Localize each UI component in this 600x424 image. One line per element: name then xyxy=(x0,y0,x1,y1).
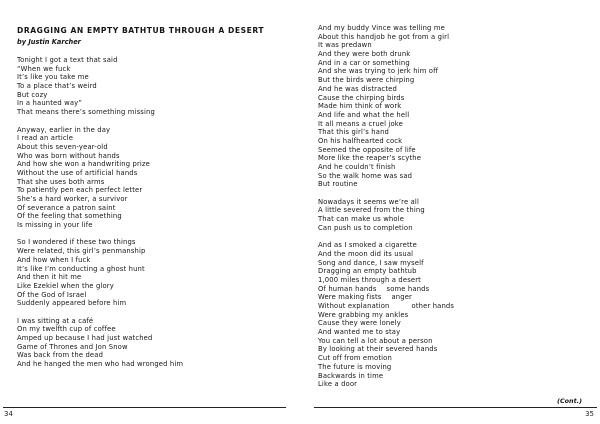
poem-line: So I wondered if these two things xyxy=(17,238,136,247)
poem-line: Like Ezekiel when the glory xyxy=(17,281,114,290)
stanza xyxy=(17,56,183,117)
poem-line: A little severed from the thing xyxy=(318,206,425,215)
poem-line: Seemed the opposite of life xyxy=(318,145,416,154)
stanza xyxy=(17,126,183,230)
poem-line: And then it hit me xyxy=(17,273,82,282)
poem-line: Song and dance, I saw myself xyxy=(318,258,424,267)
poem-line: On my twelfth cup of coffee xyxy=(17,325,116,334)
poem-line: It was predawn xyxy=(318,41,372,50)
poem-split-line xyxy=(318,285,454,294)
page-number-left: 34 xyxy=(4,410,13,418)
poem-line: And he hanged the men who had wronged him xyxy=(17,360,184,369)
poem-line: Were grabbing my ankles xyxy=(318,310,409,319)
poem-line: To patiently pen each perfect letter xyxy=(17,186,143,195)
footer-rule-right xyxy=(314,407,597,408)
poem-line: It all means a cruel joke xyxy=(318,119,403,128)
poem-line: Made him think of work xyxy=(318,102,402,111)
left-poem-body xyxy=(17,56,183,377)
poem-line: And how when I fuck xyxy=(17,255,91,264)
poem-line: And life and what the hell xyxy=(318,110,410,119)
stanza xyxy=(17,317,183,369)
poem-line: Who was born without hands xyxy=(17,151,120,160)
poem-line: Anyway, earlier in the day xyxy=(17,125,111,134)
poem-line: And the moon did its usual xyxy=(318,249,414,258)
poem-line: It’s like I’m conducting a ghost hunt xyxy=(17,264,145,273)
poem-line: And he was distracted xyxy=(318,84,397,93)
poem-line: And my buddy Vince was telling me xyxy=(318,24,445,32)
poem-line: Without the use of artificial hands xyxy=(17,168,138,177)
line-fragment: some hands xyxy=(386,284,430,293)
poem-line: But routine xyxy=(318,180,358,189)
poem-author: by Justin Karcher xyxy=(17,38,81,46)
poem-line: That this girl’s hand xyxy=(318,128,390,137)
poem-line: But cozy xyxy=(17,90,48,99)
poem-title: DRAGGING AN EMPTY BATHTUB THROUGH A DESERT xyxy=(17,26,265,35)
line-fragment: Were making fists xyxy=(318,293,382,302)
poem-line: Of the God of Israel xyxy=(17,290,87,299)
poem-split-line xyxy=(318,293,454,302)
poem-line: And as I smoked a cigarette xyxy=(318,241,417,250)
poem-line: That means there’s something missing xyxy=(17,108,155,117)
poem-line: On his halfhearted cock xyxy=(318,136,403,145)
poem-line: Of severance a patron saint xyxy=(17,203,116,212)
stanza xyxy=(318,241,454,389)
poem-line: You can tell a lot about a person xyxy=(318,336,433,345)
poem-line: Dragging an empty bathtub xyxy=(318,267,417,276)
stanza xyxy=(318,198,454,233)
poem-line: And how she won a handwriting prize xyxy=(17,160,150,169)
poem-line: So the walk home was sad xyxy=(318,171,413,180)
poem-line: Nowadays it seems we’re all xyxy=(318,197,419,206)
poem-line: Is missing in your life xyxy=(17,221,93,230)
line-fragment: anger xyxy=(391,293,412,302)
poem-line: Amped up because I had just watched xyxy=(17,334,153,342)
right-page xyxy=(300,0,600,424)
continued-label: (Cont.) xyxy=(557,397,582,405)
line-fragment: other hands xyxy=(411,302,455,310)
poem-line: And in a car or something xyxy=(318,58,410,67)
poem-line: About this seven-year-old xyxy=(17,142,108,151)
poem-line: By looking at their severed hands xyxy=(318,345,438,354)
stanza xyxy=(318,24,454,189)
poem-line: About this handjob he got from a girl xyxy=(318,32,450,41)
poem-line: 1,000 miles through a desert xyxy=(318,275,421,284)
poem-line: Game of Thrones and Jon Snow xyxy=(17,342,128,351)
poem-line: Cut off from emotion xyxy=(318,354,392,363)
poem-split-line xyxy=(318,302,454,311)
poem-line: The future is moving xyxy=(318,362,392,371)
poem-line: Backwards in time xyxy=(318,371,384,380)
poem-line: And wanted me to stay xyxy=(318,328,401,337)
poem-line: Was back from the dead xyxy=(17,351,104,360)
poem-line: And he couldn’t finish xyxy=(318,163,396,171)
poem-line: But the birds were chirping xyxy=(318,76,415,85)
poem-line: It’s like you take me xyxy=(17,73,89,82)
poem-line: And they were both drunk xyxy=(318,50,411,59)
page-number-right: 35 xyxy=(585,410,594,418)
poem-line: Like a door xyxy=(318,380,358,389)
poem-line: And she was trying to jerk him off xyxy=(318,67,439,76)
poem-line: She’s a hard worker, a survivor xyxy=(17,195,128,203)
right-poem-body xyxy=(318,24,454,398)
footer-rule-left xyxy=(3,407,286,408)
poem-line: Were related, this girl’s penmanship xyxy=(17,247,146,256)
poem-line: Suddenly appeared before him xyxy=(17,299,127,308)
poem-line: Of the feeling that something xyxy=(17,212,122,221)
line-fragment: Without explanation xyxy=(318,302,390,310)
poem-line: I read an article xyxy=(17,134,74,143)
poem-line: Can push us to completion xyxy=(318,223,413,232)
line-fragment: Of human hands xyxy=(318,284,377,293)
poem-line: That she uses both arms xyxy=(17,177,105,186)
poem-line: “When we fuck xyxy=(17,64,71,73)
poem-line: Tonight I got a text that said xyxy=(17,56,118,64)
poem-line: In a haunted way” xyxy=(17,99,83,108)
poem-line: I was sitting at a café xyxy=(17,316,94,325)
stanza xyxy=(17,238,183,308)
poem-line: To a place that’s weird xyxy=(17,82,97,91)
poem-line: That can make us whole xyxy=(318,215,405,224)
poem-line: Cause they were lonely xyxy=(318,319,401,328)
poem-line: Cause the chirping birds xyxy=(318,93,405,102)
poem-line: More like the reaper’s scythe xyxy=(318,154,422,163)
